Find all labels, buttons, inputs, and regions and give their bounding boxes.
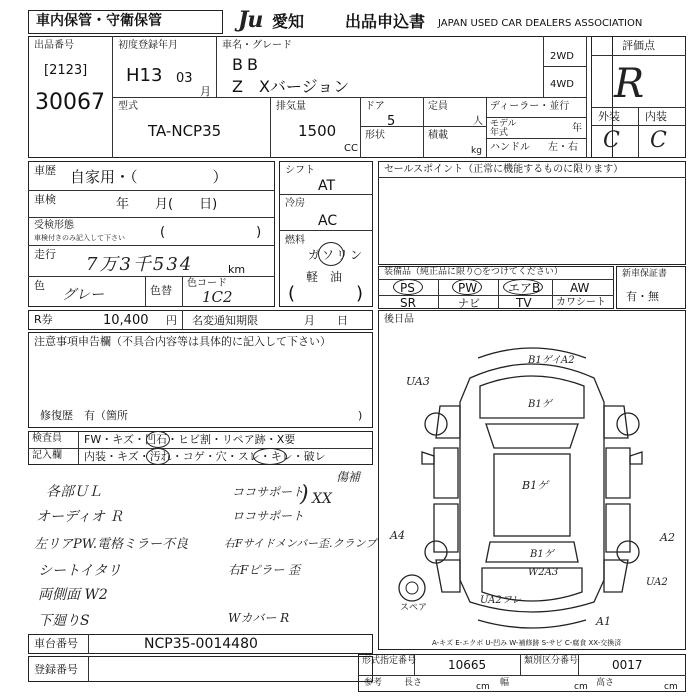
remark-left-4: シートイタリ [38, 563, 122, 579]
reg-year: H13 [126, 65, 163, 86]
displacement-unit: CC [344, 143, 358, 154]
form-title: 出品申込書 [345, 12, 426, 31]
fuel-paren-close: ) [356, 283, 364, 304]
remark-right-3: 右Fサイドメンバー歪.クランプ [224, 537, 377, 550]
color-change-label: 色替 [150, 284, 172, 297]
remark-left-3: 左リアPW.電格ミラー不良 [34, 537, 188, 552]
repair-history-label: 修復歴 有（箇所 [40, 409, 128, 422]
rear-items-label: 後日品 [384, 314, 414, 325]
type-label: 型式 [118, 101, 138, 112]
damage-legend: A-キズ E-エクボ U-凹み W-補修跡 S-サビ C-腐食 XX-交換済 [432, 639, 622, 647]
diag-label-a1: A1 [596, 615, 611, 628]
diag-label-hood: B1ゲ [528, 399, 552, 410]
remark-right-2: ロコサポート [232, 509, 305, 523]
equip-aw: AW [570, 281, 590, 295]
acceptance-label: 受検形態 [34, 220, 74, 231]
dealer-label: ディーラー・並行 [490, 101, 570, 112]
color-code-value: 1C2 [202, 288, 233, 306]
handle-label: ハンドル [490, 142, 530, 153]
remark-left-2: オーディオ Ｒ [36, 509, 124, 525]
ju-logo: Ju [238, 7, 263, 33]
inspector-entry-label: 記入欄 [32, 450, 62, 461]
mileage-value: 7万3千534 [86, 254, 194, 275]
inspection-value: 年 月( 日) [116, 197, 218, 212]
lot-sub-number: [2123] [44, 63, 88, 78]
reg-no-label: 登録番号 [34, 663, 78, 676]
class-label: 類別区分番号 [524, 656, 579, 666]
diag-label-ua2: UA2 [646, 577, 668, 588]
score-ext-label: 外装 [598, 110, 620, 123]
score-label: 評価点 [622, 39, 655, 52]
equip-ps: PS [400, 281, 415, 295]
drive-2wd: 2WD [550, 51, 574, 62]
lot-label: 出品番号 [34, 40, 74, 51]
displacement-label: 排気量 [276, 101, 306, 112]
diag-label-rear: B1ゲ [530, 549, 554, 560]
equip-sr: SR [400, 296, 416, 310]
remark-left-5: 両側面 W2 [38, 587, 108, 603]
score-int-label: 内装 [645, 110, 667, 123]
load-unit: kg [471, 146, 482, 156]
diag-label-ua2fre: UA2フレ [480, 595, 522, 606]
equip-airbag: エアB [508, 281, 541, 295]
recycle-value: 10,400 [103, 313, 149, 328]
drive-4wd: 4WD [550, 79, 574, 90]
remark-left-1: 各部ＵＬ [46, 484, 102, 500]
recycle-unit: 円 [166, 314, 177, 327]
car-grade: Z Xバージョン [232, 77, 350, 96]
fuel-circle-mark [318, 242, 344, 266]
capacity-label: 定員 [428, 101, 448, 112]
org-name: 愛知 [272, 12, 305, 31]
diag-label-a4: A4 [390, 529, 405, 542]
equip-circle-pw [452, 279, 482, 295]
equip-circle-airbag [503, 279, 543, 295]
class-value: 0017 [612, 658, 643, 672]
diag-label-a2: A2 [660, 531, 675, 544]
inspection-label: 車検 [34, 193, 56, 206]
score-ext-value: C [603, 128, 620, 153]
handle-options: 左・右 [548, 142, 578, 153]
model-label: 車名・グレード [222, 40, 292, 51]
shift-value: AT [318, 178, 336, 194]
doors-value: 5 [387, 114, 396, 129]
model-year-unit: 年 [572, 123, 582, 134]
designation-value: 10665 [448, 658, 487, 672]
type-value: TA-NCP35 [148, 122, 222, 140]
equip-tv: TV [516, 296, 532, 310]
fuel-label: 燃料 [285, 235, 305, 246]
color-value: グレー [62, 287, 104, 303]
chassis-label: 車台番号 [34, 637, 78, 650]
diag-label-w2a3: W2A3 [528, 567, 559, 578]
height-unit: cm [664, 682, 678, 692]
acceptance-note: 車検付きのみ記入して下さい [34, 234, 125, 242]
shape-label: 形状 [365, 130, 385, 141]
notes-label: 注意事項申告欄（不具合内容等は具体的に記入して下さい） [34, 335, 331, 348]
warranty-value: 有・無 [626, 290, 659, 303]
remark-right-1: ココサポート [232, 485, 305, 499]
reg-no-box [28, 656, 373, 682]
remark-note: 傷補 [336, 470, 361, 484]
inspector-circle-wear [253, 448, 287, 465]
designation-label: 形式指定番号 [362, 656, 417, 666]
reg-month: 03 [176, 71, 193, 86]
load-label: 積載 [428, 130, 448, 141]
shift-label: シフト [285, 165, 315, 176]
spare-label: スペア [400, 603, 428, 613]
width-unit: cm [574, 682, 588, 692]
org-english: JAPAN USED CAR DEALERS ASSOCIATION [438, 18, 643, 29]
equip-leather-seat: カワシート [556, 297, 606, 308]
history-value: 自家用・（ ） [70, 168, 228, 186]
reg-month-unit: 月 [200, 85, 211, 98]
ref-label: 参考 [364, 678, 383, 688]
inspector-circle-stain [146, 448, 170, 465]
diag-label-ua3: UA3 [406, 375, 430, 388]
history-label: 車歴 [34, 164, 56, 177]
color-label: 色 [34, 279, 45, 292]
diag-label-roof: B1ゲ [522, 479, 549, 492]
diag-label-front: B1ゲイA2 [528, 355, 575, 366]
length-label: 長さ [404, 678, 423, 688]
equipment-label: 装備品（純正品に限り○をつけてください） [384, 267, 563, 277]
fuel-gasoline: ガソリン [308, 248, 365, 262]
sales-point-label: セールスポイント（正常に機能するものに限ります） [384, 164, 624, 175]
inspector-label: 検査員 [32, 433, 62, 444]
color-code-label: 色コード [187, 278, 227, 289]
doors-label: ドア [365, 101, 385, 112]
displacement-value: 1500 [298, 122, 337, 140]
name-change-label: 名変通知期限 [192, 314, 258, 327]
equip-circle-ps [393, 279, 423, 295]
height-label: 高さ [596, 678, 615, 688]
inspector-circle-dent [146, 431, 170, 448]
ac-value: AC [318, 213, 338, 229]
car-name: BB [232, 55, 262, 74]
equip-navi: ナビ [458, 297, 480, 310]
remark-xx: XX [312, 491, 332, 507]
score-value: R [614, 61, 645, 107]
name-change-value: 月 日 [304, 314, 348, 327]
remark-bracket: ) [300, 482, 309, 507]
fuel-paren-open: ( [288, 283, 296, 304]
inspector-row-exterior: FW・キズ・凹石・ヒビ割・リペア跡・X要 [84, 433, 296, 446]
mileage-unit: km [228, 263, 246, 276]
repair-close-paren: ) [358, 409, 363, 422]
capacity-unit: 人 [473, 116, 483, 127]
remark-left-6: 下廻りS [38, 613, 90, 629]
warranty-label: 新車保証書 [622, 269, 668, 279]
remark-right-4: 右Fピラー 歪 [228, 563, 301, 577]
lot-number: 30067 [35, 90, 105, 115]
storage-title: 車内保管・守衛保管 [36, 13, 162, 29]
ac-label: 冷房 [285, 198, 305, 209]
inspector-row-interior: 内装・キズ・汚れ・コゲ・穴・スレ・キレ・破レ [84, 450, 326, 463]
remark-right-5: Wカバー R [228, 611, 290, 625]
length-unit: cm [476, 682, 490, 692]
equip-pw: PW [458, 281, 478, 295]
recycle-label: R券 [34, 313, 53, 326]
model-year-label: モデル年式 [490, 119, 517, 138]
chassis-value: NCP35-0014480 [144, 636, 258, 652]
mileage-label: 走行 [34, 248, 56, 261]
score-int-value: C [650, 128, 667, 153]
width-label: 幅 [500, 678, 510, 688]
fuel-diesel: 軽 油 [306, 270, 343, 284]
acceptance-value: ( ) [160, 225, 262, 240]
reg-label: 初度登録年月 [118, 40, 178, 51]
